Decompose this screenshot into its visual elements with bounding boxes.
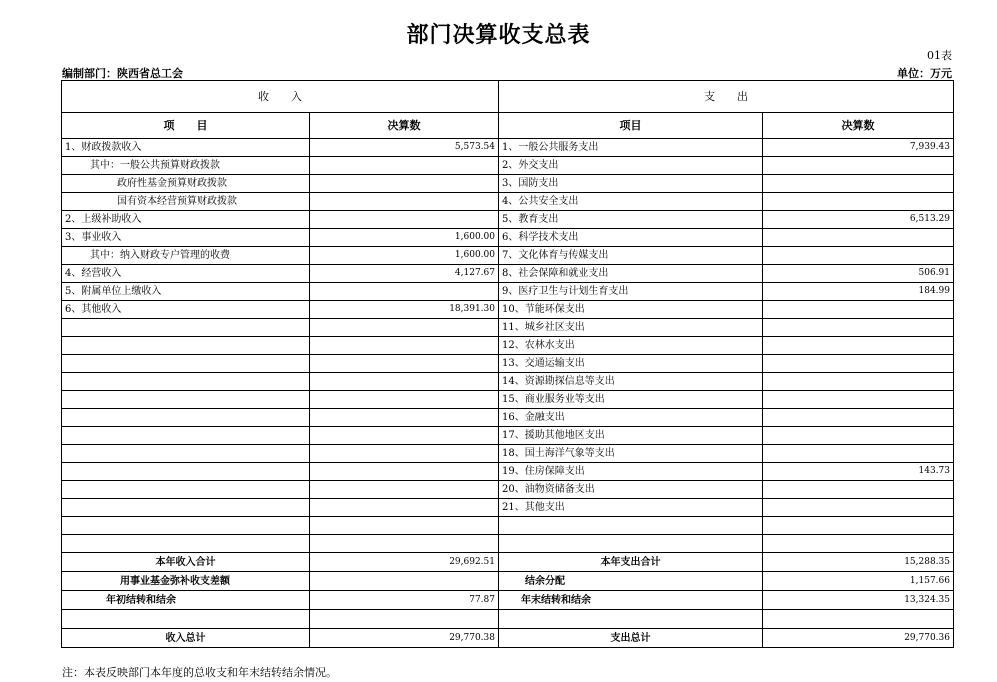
income-amount: 18,391.30 bbox=[310, 301, 499, 319]
income-amount: 4,127.67 bbox=[310, 265, 499, 283]
expense-item: 17、援助其他地区支出 bbox=[499, 427, 763, 445]
expense-item: 6、科学技术支出 bbox=[499, 229, 763, 247]
income-item bbox=[62, 355, 310, 373]
expense-amount: 184.99 bbox=[763, 283, 954, 301]
table-row bbox=[62, 229, 954, 247]
expense-item: 15、商业服务业等支出 bbox=[499, 391, 763, 409]
expense-item: 21、其他支出 bbox=[499, 499, 763, 517]
expense-amount-header: 决算数 bbox=[763, 113, 954, 139]
income-amount bbox=[310, 211, 499, 229]
expense-amount bbox=[763, 337, 954, 355]
income-amount bbox=[310, 193, 499, 211]
year-income-label: 本年收入合计 bbox=[62, 553, 310, 572]
begin-carryover-value: 77.87 bbox=[310, 591, 499, 610]
income-item: 其中：纳入财政专户管理的收费 bbox=[62, 247, 310, 265]
table-header-section bbox=[62, 81, 954, 113]
income-amount: 5,573.54 bbox=[310, 139, 499, 157]
income-item bbox=[62, 517, 310, 535]
expense-amount bbox=[763, 355, 954, 373]
income-amount bbox=[310, 481, 499, 499]
expense-amount: 506.91 bbox=[763, 265, 954, 283]
table-header-columns bbox=[62, 113, 954, 139]
table-row bbox=[62, 463, 954, 481]
table-row-carryover bbox=[62, 591, 954, 610]
expense-amount bbox=[763, 301, 954, 319]
table-row bbox=[62, 175, 954, 193]
table-row bbox=[62, 301, 954, 319]
income-amount bbox=[310, 517, 499, 535]
income-item bbox=[62, 445, 310, 463]
expense-amount bbox=[763, 157, 954, 175]
expense-item: 9、医疗卫生与计划生育支出 bbox=[499, 283, 763, 301]
expense-total-value: 29,770.36 bbox=[763, 629, 954, 648]
income-item bbox=[62, 391, 310, 409]
fund-value bbox=[310, 572, 499, 591]
table-row bbox=[62, 373, 954, 391]
income-total-label: 收入总计 bbox=[62, 629, 310, 648]
income-amount bbox=[310, 391, 499, 409]
expense-item: 19、住房保障支出 bbox=[499, 463, 763, 481]
income-amount bbox=[310, 463, 499, 481]
table-row-fund bbox=[62, 572, 954, 591]
table-row bbox=[62, 247, 954, 265]
income-item: 3、事业收入 bbox=[62, 229, 310, 247]
income-item bbox=[62, 427, 310, 445]
income-item bbox=[62, 463, 310, 481]
expense-item: 1、一般公共服务支出 bbox=[499, 139, 763, 157]
expense-item: 20、油物资储备支出 bbox=[499, 481, 763, 499]
table-row bbox=[62, 157, 954, 175]
income-header: 收 入 bbox=[62, 81, 499, 113]
expense-amount bbox=[763, 391, 954, 409]
income-amount bbox=[310, 157, 499, 175]
expense-item: 10、节能环保支出 bbox=[499, 301, 763, 319]
table-row-year-total bbox=[62, 553, 954, 572]
table-row-grand-total bbox=[62, 629, 954, 648]
income-amount bbox=[310, 355, 499, 373]
surplus-value: 1,157.66 bbox=[763, 572, 954, 591]
expense-total-label: 支出总计 bbox=[499, 629, 763, 648]
expense-item: 3、国防支出 bbox=[499, 175, 763, 193]
expense-amount bbox=[763, 373, 954, 391]
income-item: 国有资本经营预算财政拨款 bbox=[62, 193, 310, 211]
income-amount bbox=[310, 535, 499, 553]
expense-amount bbox=[763, 319, 954, 337]
end-carryover-value: 13,324.35 bbox=[763, 591, 954, 610]
income-item bbox=[62, 499, 310, 517]
income-amount bbox=[310, 427, 499, 445]
table-row bbox=[62, 337, 954, 355]
expense-amount bbox=[763, 427, 954, 445]
income-amount bbox=[310, 445, 499, 463]
footnote: 注：本表反映部门本年度的总收支和年末结转结余情况。 bbox=[62, 666, 337, 679]
expense-item-header: 项目 bbox=[499, 113, 763, 139]
income-amount bbox=[310, 175, 499, 193]
income-item: 1、财政拨款收入 bbox=[62, 139, 310, 157]
expense-amount bbox=[763, 409, 954, 427]
table-row bbox=[62, 283, 954, 301]
table-row bbox=[62, 499, 954, 517]
expense-item: 14、资源勘探信息等支出 bbox=[499, 373, 763, 391]
table-row bbox=[62, 211, 954, 229]
income-amount bbox=[310, 499, 499, 517]
table-row bbox=[62, 427, 954, 445]
table-row bbox=[62, 409, 954, 427]
income-item bbox=[62, 481, 310, 499]
expense-item: 2、外交支出 bbox=[499, 157, 763, 175]
begin-carryover-label: 年初结转和结余 bbox=[62, 591, 310, 610]
form-code: 01表 bbox=[927, 49, 952, 62]
budget-table bbox=[61, 80, 954, 648]
expense-item: 13、交通运输支出 bbox=[499, 355, 763, 373]
expense-amount: 6,513.29 bbox=[763, 211, 954, 229]
income-item: 6、其他收入 bbox=[62, 301, 310, 319]
end-carryover-label: 年末结转和结余 bbox=[499, 591, 763, 610]
expense-item: 8、社会保障和就业支出 bbox=[499, 265, 763, 283]
expense-amount bbox=[763, 499, 954, 517]
expense-item: 5、教育支出 bbox=[499, 211, 763, 229]
income-amount: 1,600.00 bbox=[310, 229, 499, 247]
fund-label: 用事业基金弥补收支差额 bbox=[62, 572, 310, 591]
income-item: 2、上级补助收入 bbox=[62, 211, 310, 229]
income-amount bbox=[310, 337, 499, 355]
income-item bbox=[62, 337, 310, 355]
table-row bbox=[62, 481, 954, 499]
expense-amount bbox=[763, 229, 954, 247]
table-row bbox=[62, 193, 954, 211]
table-row bbox=[62, 139, 954, 157]
table-row bbox=[62, 319, 954, 337]
expense-amount bbox=[763, 175, 954, 193]
expense-amount bbox=[763, 535, 954, 553]
income-amount-header: 决算数 bbox=[310, 113, 499, 139]
income-total-value: 29,770.38 bbox=[310, 629, 499, 648]
year-income-value: 29,692.51 bbox=[310, 553, 499, 572]
expense-amount: 7,939.43 bbox=[763, 139, 954, 157]
expense-item: 16、金融支出 bbox=[499, 409, 763, 427]
table-row-blank bbox=[62, 610, 954, 629]
table-row bbox=[62, 391, 954, 409]
table-row bbox=[62, 517, 954, 535]
table-row bbox=[62, 445, 954, 463]
department-label: 编制部门：陕西省总工会 bbox=[62, 67, 183, 80]
income-item-header: 项 目 bbox=[62, 113, 310, 139]
expense-amount bbox=[763, 481, 954, 499]
income-amount bbox=[310, 409, 499, 427]
expense-header: 支 出 bbox=[499, 81, 954, 113]
income-item bbox=[62, 409, 310, 427]
expense-item: 7、文化体育与传媒支出 bbox=[499, 247, 763, 265]
unit-label: 单位：万元 bbox=[897, 67, 952, 80]
income-item: 政府性基金预算财政拨款 bbox=[62, 175, 310, 193]
expense-amount: 143.73 bbox=[763, 463, 954, 481]
income-amount bbox=[310, 319, 499, 337]
surplus-label: 结余分配 bbox=[499, 572, 763, 591]
income-item: 5、附属单位上缴收入 bbox=[62, 283, 310, 301]
expense-item: 12、农林水支出 bbox=[499, 337, 763, 355]
income-item bbox=[62, 373, 310, 391]
expense-amount bbox=[763, 445, 954, 463]
income-item bbox=[62, 319, 310, 337]
income-amount bbox=[310, 373, 499, 391]
expense-amount bbox=[763, 193, 954, 211]
expense-item bbox=[499, 517, 763, 535]
table-row bbox=[62, 355, 954, 373]
page-title: 部门决算收支总表 bbox=[406, 23, 591, 48]
year-expense-value: 15,288.35 bbox=[763, 553, 954, 572]
income-item: 4、经营收入 bbox=[62, 265, 310, 283]
expense-item bbox=[499, 535, 763, 553]
expense-item: 11、城乡社区支出 bbox=[499, 319, 763, 337]
income-item: 其中：一般公共预算财政拨款 bbox=[62, 157, 310, 175]
expense-amount bbox=[763, 247, 954, 265]
income-item bbox=[62, 535, 310, 553]
table-row bbox=[62, 535, 954, 553]
expense-item: 18、国土海洋气象等支出 bbox=[499, 445, 763, 463]
year-expense-label: 本年支出合计 bbox=[499, 553, 763, 572]
table-row bbox=[62, 265, 954, 283]
income-amount: 1,600.00 bbox=[310, 247, 499, 265]
expense-item: 4、公共安全支出 bbox=[499, 193, 763, 211]
expense-amount bbox=[763, 517, 954, 535]
income-amount bbox=[310, 283, 499, 301]
